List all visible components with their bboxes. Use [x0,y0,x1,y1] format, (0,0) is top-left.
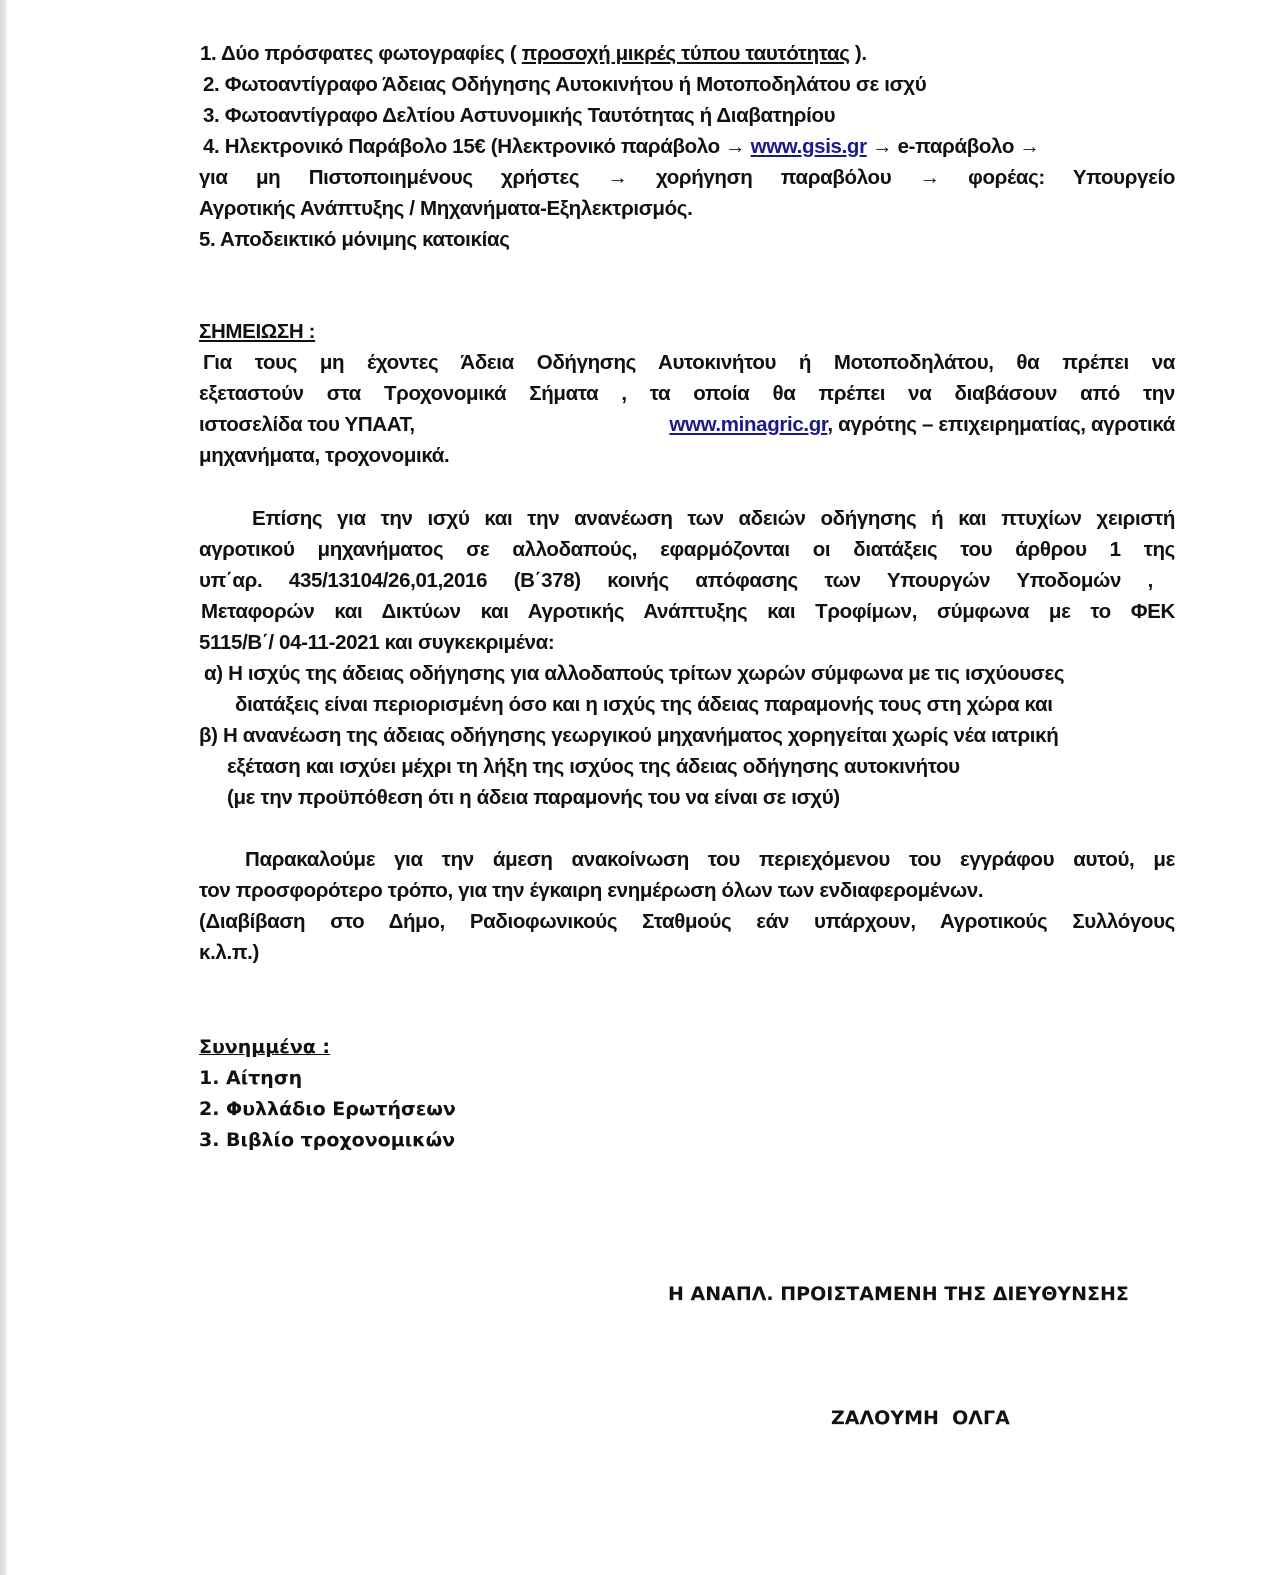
clause-b-line-2: εξέταση και ισχύει μέχρι τη λήξη της ισχύος της άδειας οδήγησης αυτοκινήτου [227,755,960,778]
foreigners-line-4: Μεταφορών και Δικτύων και Αγροτικής Ανάπτυξης και Τροφίμων, σύμφωνα με το ΦΕΚ [201,600,1175,623]
foreigners-line-3: υπ΄αρ. 435/13104/26,01,2016 (Β΄378) κοινής απόφασης των Υπουργών Υποδομών , [199,569,1153,592]
signature-name: ΖΑΛΟΥΜΗ ΟΛΓΑ [831,1407,1010,1429]
note-heading: ΣΗΜΕΙΩΣΗ : [199,320,316,343]
note-line-1: Για τους μη έχοντες Άδεια Οδήγησης Αυτοκινήτου ή Μοτοποδηλάτου, θα πρέπει να [203,351,1175,374]
request-line-3: (Διαβίβαση στο Δήμο, Ραδιοφωνικούς Σταθμούς εάν υπάρχουν, Αγροτικούς Συλλόγους [199,910,1175,933]
requirement-item-5: 5. Αποδεικτικό μόνιμης κατοικίας [199,228,510,251]
attachment-item: 1. Αίτηση [199,1067,303,1089]
note-line-2: εξεταστούν στα Τροχονομικά Σήματα , τα οποία θα πρέπει να διαβάσουν από την [199,382,1175,405]
foreigners-line-5: 5115/Β΄/ 04-11-2021 και συγκεκριμένα: [199,631,555,654]
requirement-note-underlined: προσοχή μικρές τύπου ταυτότητας [521,42,850,65]
request-line-4: κ.λ.π.) [199,941,259,964]
clause-b-line-1: β) Η ανανέωση της άδειας οδήγησης γεωργικού μηχανήματος χορηγείται χωρίς νέα ιατρική [199,724,1059,747]
clause-b-line-3: (με την προϋπόθεση ότι η άδεια παραμονής του να είναι σε ισχύ) [227,786,840,809]
attachment-item: 2. Φυλλάδιο Ερωτήσεων [199,1098,456,1120]
requirement-item-4-line-3: Αγροτικής Ανάπτυξης / Μηχανήματα-Εξηλεκτρισμός. [199,197,693,220]
signature-title: Η ΑΝΑΠΛ. ΠΡΟΙΣΤΑΜΕΝΗ ΤΗΣ ΔΙΕΥΘΥΝΣΗΣ [668,1283,1129,1305]
attachments-heading: Συνημμένα : [199,1036,331,1058]
clause-a-line-2: διατάξεις είναι περιορισμένη όσο και η ισχύς της άδειας παραμονής τους στη χώρα και [235,693,1053,716]
requirement-item-1: 1. Δύο πρόσφατες φωτογραφίες ( προσοχή μικρές τύπου ταυτότητας ). [200,42,867,65]
note-line-4: μηχανήματα, τροχονομικά. [199,444,450,467]
requirement-item-2: 2. Φωτοαντίγραφο Άδειας Οδήγησης Αυτοκινήτου ή Μοτοποδηλάτου σε ισχύ [203,73,927,96]
clause-a-line-1: α) Η ισχύς της άδειας οδήγησης για αλλοδαπούς τρίτων χωρών σύμφωνα με τις ισχύουσες [204,662,1065,685]
foreigners-line-1: Επίσης για την ισχύ και την ανανέωση των αδειών οδήγησης ή και πτυχίων χειριστή [252,507,1175,530]
request-line-2: τον προσφορότερο τρόπο, για την έγκαιρη ενημέρωση όλων των ενδιαφερομένων. [199,879,984,902]
minagric-link[interactable]: www.minagric.gr [669,413,828,436]
request-line-1: Παρακαλούμε για την άμεση ανακοίνωση του περιεχόμενου του εγγράφου αυτού, με [245,848,1175,871]
note-line-3: ιστοσελίδα του ΥΠΑΑΤ, www.minagric.gr, αγρότης – επιχειρηματίας, αγροτικά [199,413,1175,436]
attachment-item: 3. Βιβλίο τροχονομικών [199,1129,456,1151]
gsis-link[interactable]: www.gsis.gr [750,135,867,158]
requirement-item-4-line-2: για μη Πιστοποιημένους χρήστες → χορήγηση παραβόλου → φορέας: Υπουργείο [199,166,1175,189]
requirement-item-4: 4. Ηλεκτρονικό Παράβολο 15€ (Ηλεκτρονικό παράβολο → www.gsis.gr → e-παράβολο → [203,135,1040,158]
foreigners-line-2: αγροτικού μηχανήματος σε αλλοδαπούς, εφαρμόζονται οι διατάξεις του άρθρου 1 της [199,538,1175,561]
requirement-item-3: 3. Φωτοαντίγραφο Δελτίου Αστυνομικής Ταυτότητας ή Διαβατηρίου [203,104,836,127]
